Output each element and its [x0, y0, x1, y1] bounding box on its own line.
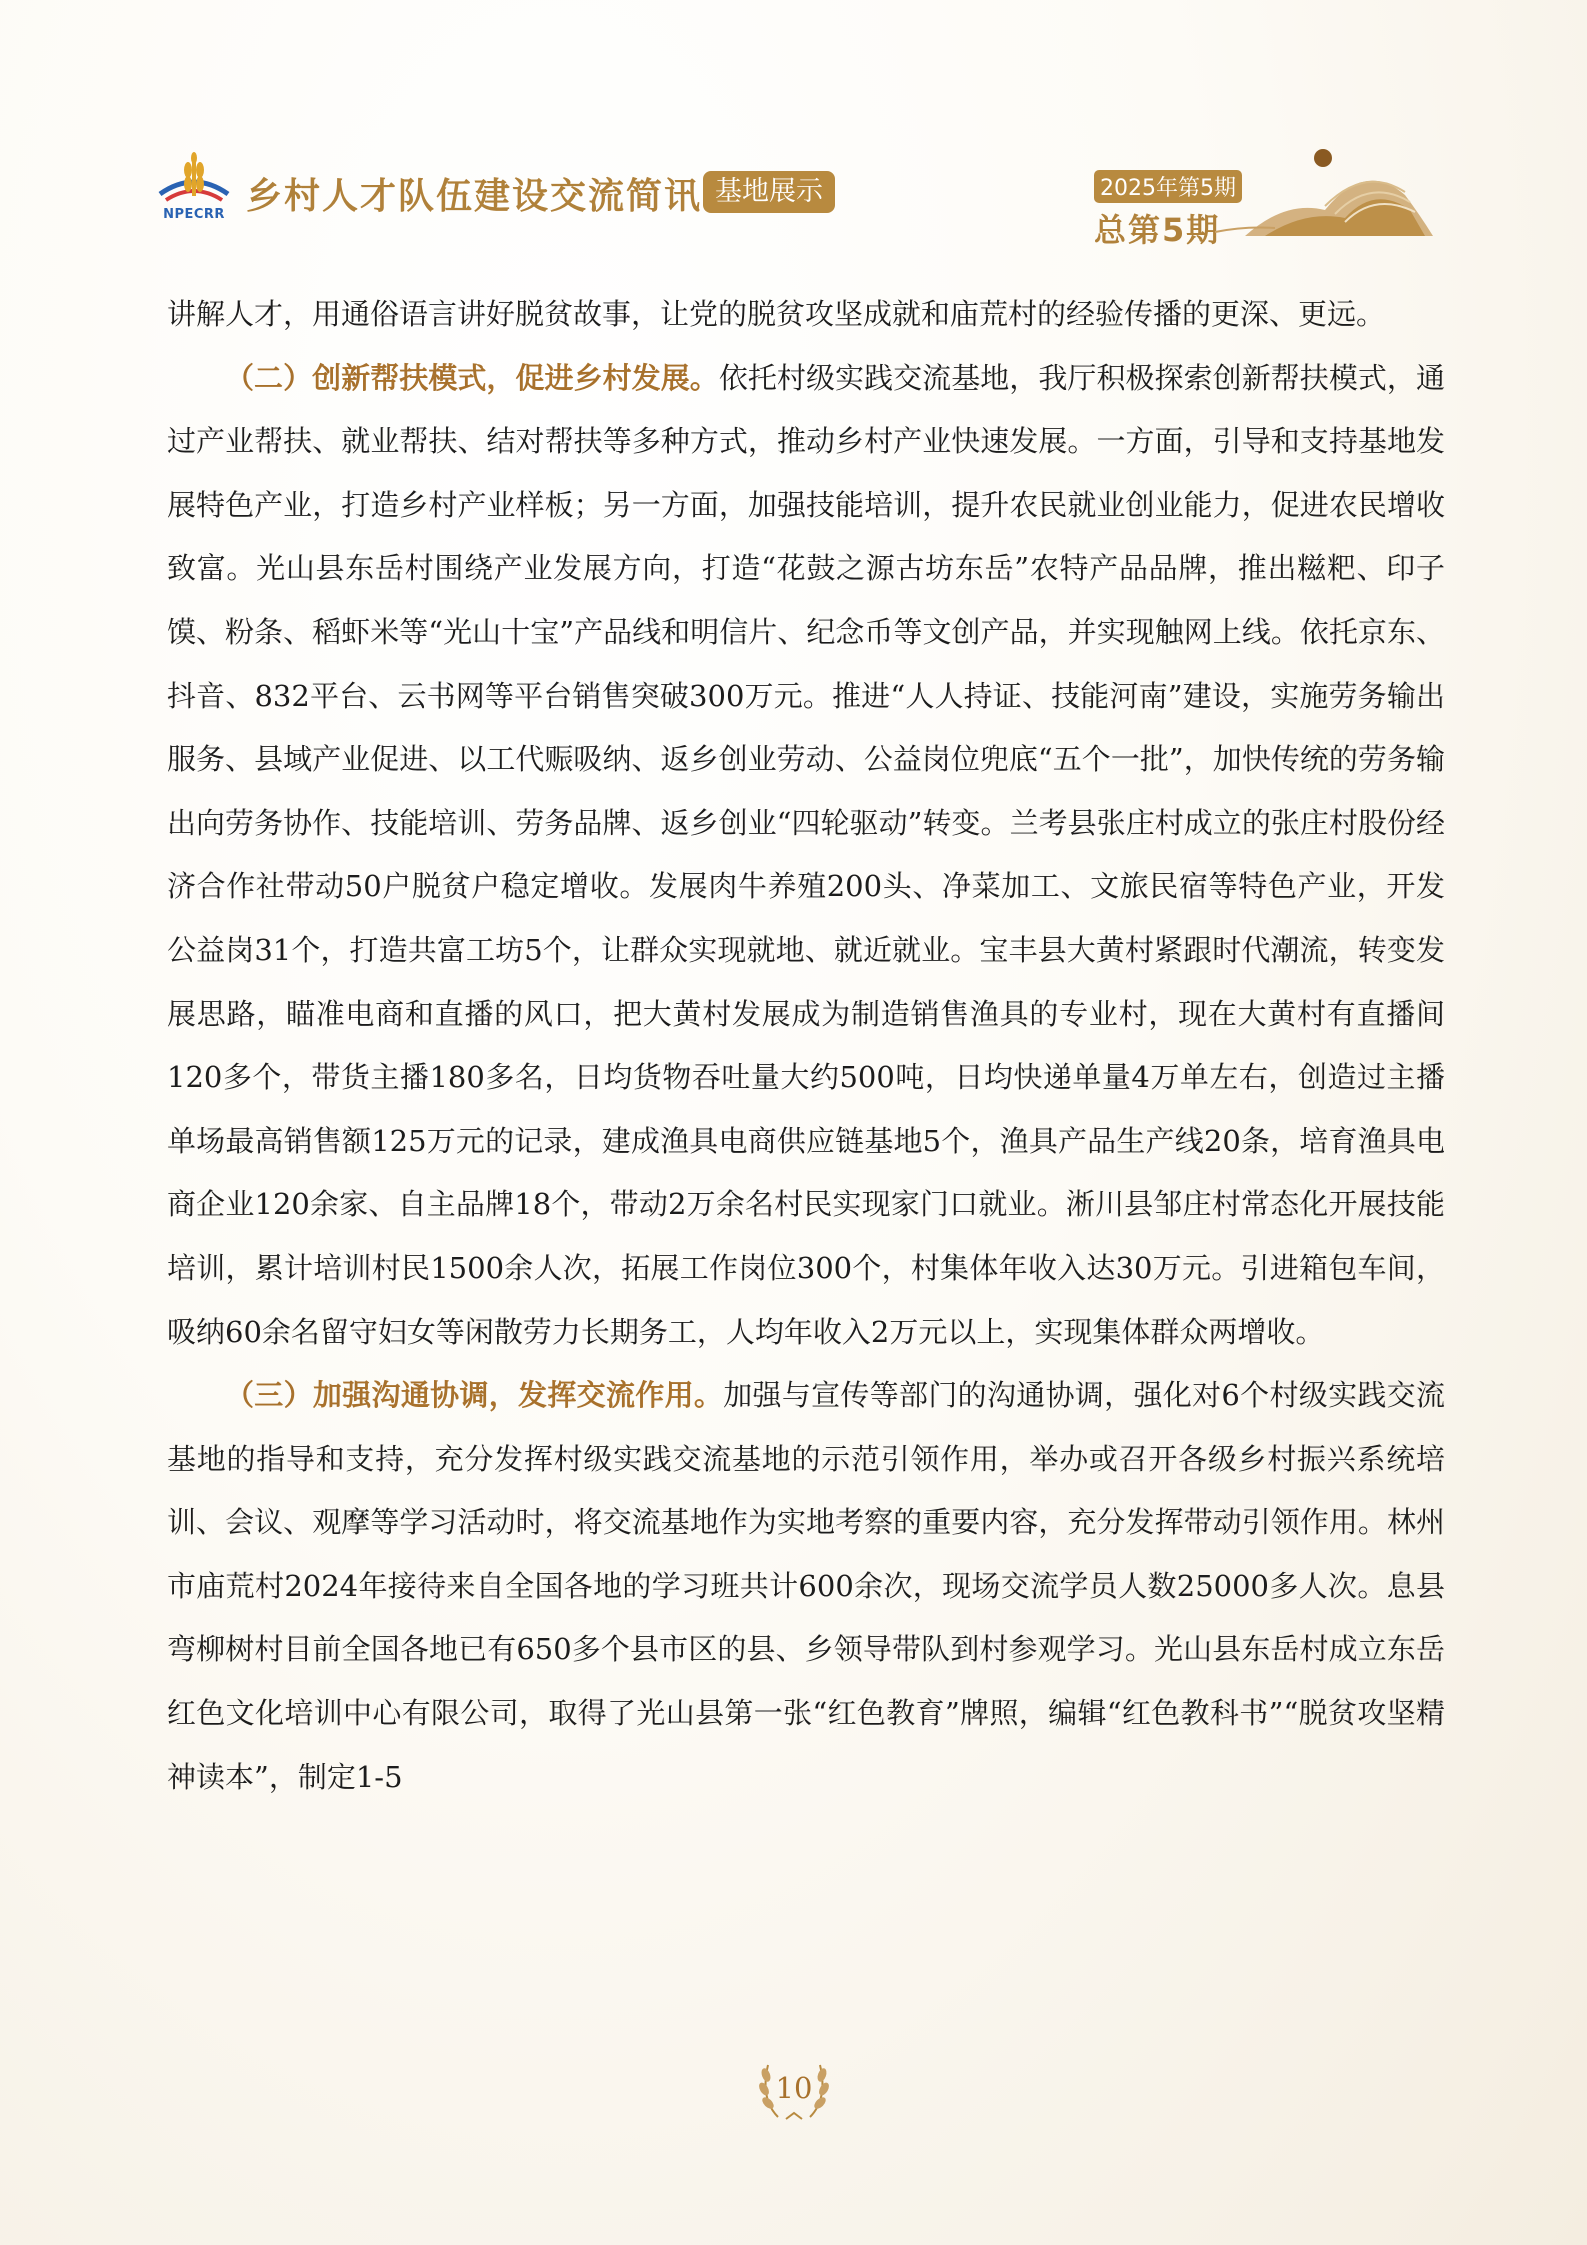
- section-heading-3: （三）加强沟通协调，发挥交流作用。: [225, 1378, 724, 1413]
- page-header: [0, 0, 1587, 260]
- section-heading-2: （二）创新帮扶模式，促进乡村发展。: [225, 360, 719, 395]
- article-body: [167, 283, 1445, 1809]
- paragraph-section-2: [167, 347, 1445, 1365]
- section-text-2: 依托村级实践交流基地，我厅积极探索创新帮扶模式，通过产业帮扶、就业帮扶、结对帮扶等多种方式，推动乡村产业快速发展。一方面，引导和支持基地发展特色产业，打造乡村产业样板；另一方面，加强技能培训，提升农民就业创业能力，促进农民增收致富。光山县东岳村围绕产业发展方向，打造“花鼓之源古坊东岳”农特产品品牌，推出糍粑、印子馍、粉条、稻虾米等“光山十宝”产品线和明信片、纪念币等文创产品，并实现触网上线。依托京东、抖音、832平台、云书网等平台销售突破300万元。推进“人人持证、技能河南”建设，实施劳务输出服务、县域产业促进、以工代赈吸纳、返乡创业劳动、公益岗位兜底“五个一批”，加快传统的劳务输出向劳务协作、技能培训、劳务品牌、返乡创业“四轮驱动”转变。兰考县张庄村成立的张庄村股份经济合作社带动50户脱贫户稳定增收。发展肉牛养殖200头、净菜加工、文旅民宿等特色产业，开发公益岗31个，打造共富工坊5个，让群众实现就地、就近就业。宝丰县大黄村紧跟时代潮流，转变发展思路，瞄准电商和直播的风口，把大黄村发展成为制造销售渔具的专业村，现在大黄村有直播间120多个，带货主播180多名，日均货物吞吐量大约500吨，日均快递单量4万单左右，创造过主播单场最高销售额125万元的记录，建成渔具电商供应链基地5个，渔具产品生产线20条，培育渔具电商企业120余家、自主品牌18个，带动2万余名村民实现家门口就业。淅川县邹庄村常态化开展技能培训，累计培训村民1500余人次，拓展工作岗位300个，村集体年收入达30万元。引进箱包车间，吸纳60余名留守妇女等闲散劳力长期务工，人均年收入2万元以上，实现集体群众两增收。: [167, 360, 1445, 1349]
- page-footer: [748, 2055, 840, 2125]
- mountain-sun-icon: [1205, 140, 1435, 240]
- issue-year: 2025年第5期: [1094, 170, 1242, 203]
- page-number: 10: [775, 2071, 813, 2105]
- issue-total: 总第5期: [1094, 211, 1221, 249]
- paragraph-continuation: 讲解人才，用通俗语言讲好脱贫故事，让党的脱贫攻坚成就和庙荒村的经验传播的更深、更远。: [167, 297, 1386, 331]
- paragraph-section-3: [167, 1364, 1445, 1809]
- section-tag: 基地展示: [703, 171, 835, 213]
- section-text-3: 加强与宣传等部门的沟通协调，强化对6个村级实践交流基地的指导和支持，充分发挥村级实践交流基地的示范引领作用，举办或召开各级乡村振兴系统培训、会议、观摩等学习活动时，将交流基地作为实地考察的重要内容，充分发挥带动引领作用。林州市庙荒村2024年接待来自全国各地的学习班共计600余次，现场交流学员人数25000多人次。息县弯柳树村目前全国各地已有650多个县市区的县、乡领导带队到村参观学习。光山县东岳村成立东岳红色文化培训中心有限公司，取得了光山县第一张“红色教育”牌照，编辑“红色教科书”“脱贫攻坚精神读本”，制定1-5: [167, 1378, 1445, 1794]
- logo-caption: NPECRR: [163, 207, 225, 222]
- publication-title: 乡村人才队伍建设交流简讯: [246, 176, 703, 217]
